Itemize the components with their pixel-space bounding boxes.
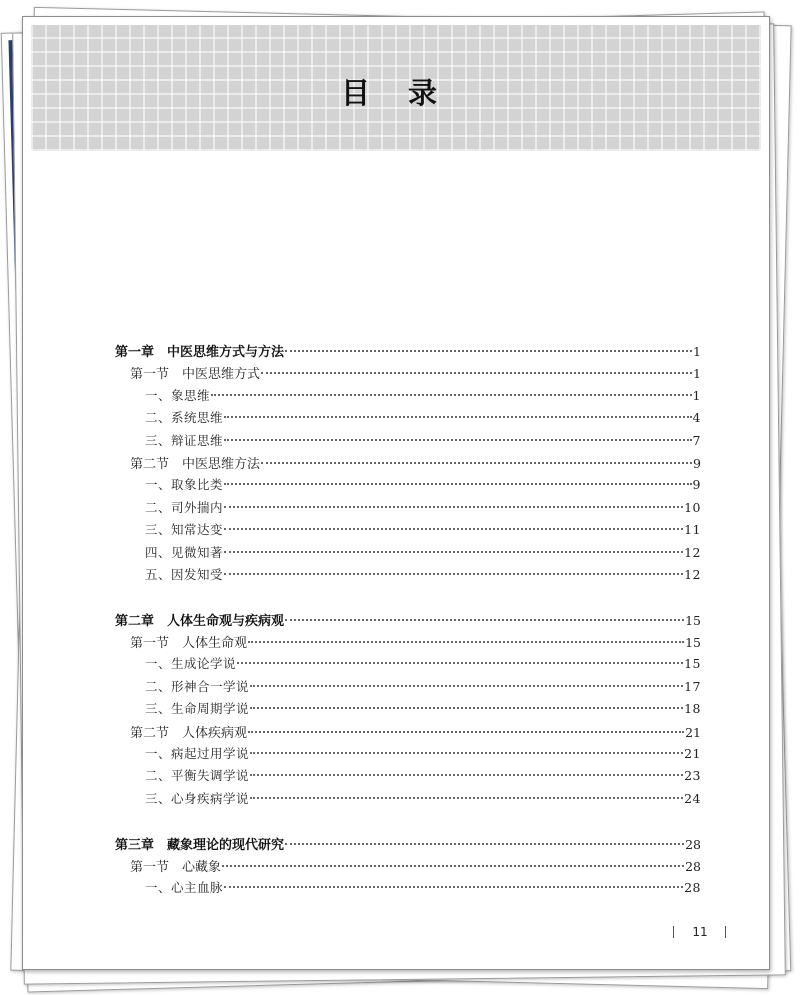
toc-page-number: 9 — [692, 477, 701, 493]
toc-item-row[interactable] — [115, 699, 701, 721]
toc-dot-leader — [261, 372, 692, 374]
toc-page-number: 1 — [693, 344, 701, 359]
toc-dot-leader — [250, 774, 683, 776]
toc-page-number: 17 — [684, 678, 701, 694]
toc-dot-leader — [237, 662, 683, 664]
toc-page-number: 23 — [684, 768, 701, 784]
toc-dot-leader — [224, 439, 692, 441]
toc-item-row[interactable] — [115, 654, 701, 676]
toc-dot-leader — [248, 731, 684, 733]
toc-item-row[interactable] — [115, 744, 701, 766]
toc-entry-title: 一、病起过用学说 — [145, 746, 250, 762]
toc-entry-prefix: 第二章 — [115, 613, 155, 629]
toc-item-row[interactable] — [115, 498, 701, 520]
toc-item-row[interactable] — [115, 386, 701, 408]
toc-page-number: 7 — [692, 432, 701, 448]
page-footer — [667, 925, 737, 941]
toc-item-row[interactable] — [115, 878, 701, 900]
toc-dot-leader — [250, 707, 683, 709]
toc-page-number: 28 — [685, 858, 701, 874]
toc-entry-title: 二、司外揣内 — [145, 499, 224, 515]
toc-entry-text: 人体疾病观 — [182, 725, 248, 741]
toc-page-number: 12 — [684, 566, 701, 582]
toc-entry-prefix: 第二节 — [130, 456, 170, 472]
toc-item-row[interactable] — [115, 431, 701, 453]
toc-entry-title: 二、形神合一学说 — [145, 678, 250, 694]
toc-dot-leader — [224, 551, 683, 553]
toc-spacer — [115, 811, 701, 833]
toc-page-number: 12 — [684, 544, 701, 560]
toc-entry-title — [115, 610, 284, 629]
toc-page-number: 21 — [685, 724, 701, 740]
toc-entry-text: 中医思维方法 — [182, 456, 261, 472]
toc-entry-title: 二、系统思维 — [145, 410, 224, 426]
toc-item-row[interactable] — [115, 789, 701, 811]
toc-dot-leader — [250, 752, 683, 754]
toc-entry-prefix: 第二节 — [130, 725, 170, 741]
toc-dot-leader — [224, 506, 683, 508]
toc-entry-text: 人体生命观与疾病观 — [167, 613, 285, 629]
toc-page-number: 11 — [684, 522, 701, 538]
toc-page-number: 1 — [693, 366, 701, 382]
toc-dot-leader — [250, 797, 683, 799]
toc-entry-title: 五、因发知受 — [145, 566, 224, 582]
toc-entry-title: 三、心身疾病学说 — [145, 790, 250, 806]
toc-page-number: 18 — [684, 701, 701, 717]
toc-entry-title: 二、平衡失调学说 — [145, 768, 250, 784]
toc-entry-text: 中医思维方式与方法 — [167, 345, 285, 360]
toc-chapter-row[interactable] — [115, 341, 701, 363]
toc-dot-leader — [248, 641, 684, 643]
toc-entry-text: 人体生命观 — [182, 636, 248, 652]
toc-chapter-row[interactable] — [115, 610, 701, 632]
toc-section-row[interactable] — [115, 632, 701, 654]
page-title: 目 录 — [340, 76, 452, 110]
toc-page-number: 21 — [684, 746, 701, 762]
toc-entry-title: 三、知常达变 — [145, 522, 224, 538]
toc-entry-title: 三、辩证思维 — [145, 432, 224, 448]
toc-entry-title: 一、象思维 — [145, 387, 211, 403]
toc-entry-title — [130, 453, 260, 472]
toc-item-row[interactable] — [115, 677, 701, 699]
toc-page-number: 28 — [685, 836, 701, 852]
toc-dot-leader — [224, 483, 692, 485]
toc-section-row[interactable] — [115, 856, 701, 878]
toc-item-row[interactable] — [115, 408, 701, 430]
toc-item-row[interactable] — [115, 520, 701, 542]
toc-dot-leader — [285, 843, 684, 845]
toc-entry-title: 一、生成论学说 — [145, 656, 237, 672]
toc-page-number: 15 — [685, 635, 701, 651]
toc-page-number: 1 — [692, 387, 701, 403]
toc-dot-leader — [224, 416, 692, 418]
toc-entry-title: 四、见微知著 — [145, 544, 224, 560]
toc-item-row[interactable] — [115, 543, 701, 565]
toc-dot-leader — [261, 462, 692, 464]
toc-section-row[interactable] — [115, 363, 701, 385]
toc-page-number: 4 — [692, 410, 701, 426]
toc-dot-leader — [211, 394, 692, 396]
toc-section-row[interactable] — [115, 722, 701, 744]
toc-spacer — [115, 587, 701, 609]
toc-entry-prefix: 第一节 — [130, 859, 170, 875]
toc-entry-title: 一、心主血脉 — [145, 880, 224, 896]
toc-page-number: 9 — [693, 455, 701, 471]
toc-entry-title — [130, 363, 260, 382]
toc-entry-title — [130, 722, 247, 741]
toc-entry-text: 中医思维方式 — [182, 367, 261, 383]
toc-entry-title: 三、生命周期学说 — [145, 701, 250, 717]
document-page — [22, 16, 770, 970]
toc-item-row[interactable] — [115, 475, 701, 497]
toc-entry-title — [130, 632, 247, 651]
toc-page-number: 28 — [684, 880, 701, 896]
footer-divider-right — [725, 926, 726, 938]
toc-entry-prefix: 第一节 — [130, 367, 170, 383]
table-of-contents — [115, 341, 701, 901]
toc-entry-prefix: 第一节 — [130, 636, 170, 652]
toc-dot-leader — [224, 573, 683, 575]
toc-dot-leader — [224, 886, 683, 888]
toc-dot-leader — [250, 685, 683, 687]
toc-entry-text: 藏象理论的现代研究 — [167, 837, 285, 853]
toc-entry-title — [130, 856, 221, 875]
toc-dot-leader — [222, 865, 684, 867]
toc-section-row[interactable] — [115, 453, 701, 475]
toc-dot-leader — [285, 350, 692, 352]
toc-item-row[interactable] — [115, 766, 701, 788]
footer-divider-left — [673, 926, 674, 938]
toc-dot-leader — [285, 619, 684, 621]
toc-item-row[interactable] — [115, 565, 701, 587]
toc-page-number: 15 — [685, 612, 701, 628]
toc-entry-title — [115, 834, 284, 853]
toc-entry-prefix: 第三章 — [115, 837, 155, 853]
toc-entry-title: 一、取象比类 — [145, 477, 224, 493]
toc-entry-title — [115, 341, 284, 360]
title-banner — [31, 25, 761, 151]
toc-chapter-row[interactable] — [115, 834, 701, 856]
toc-entry-text: 心藏象 — [182, 859, 222, 875]
toc-dot-leader — [224, 528, 683, 530]
toc-page-number: 10 — [684, 499, 701, 515]
page-number: 11 — [692, 925, 708, 939]
toc-page-number: 24 — [684, 790, 701, 806]
toc-page-number: 15 — [684, 656, 701, 672]
toc-entry-prefix: 第一章 — [115, 345, 155, 360]
